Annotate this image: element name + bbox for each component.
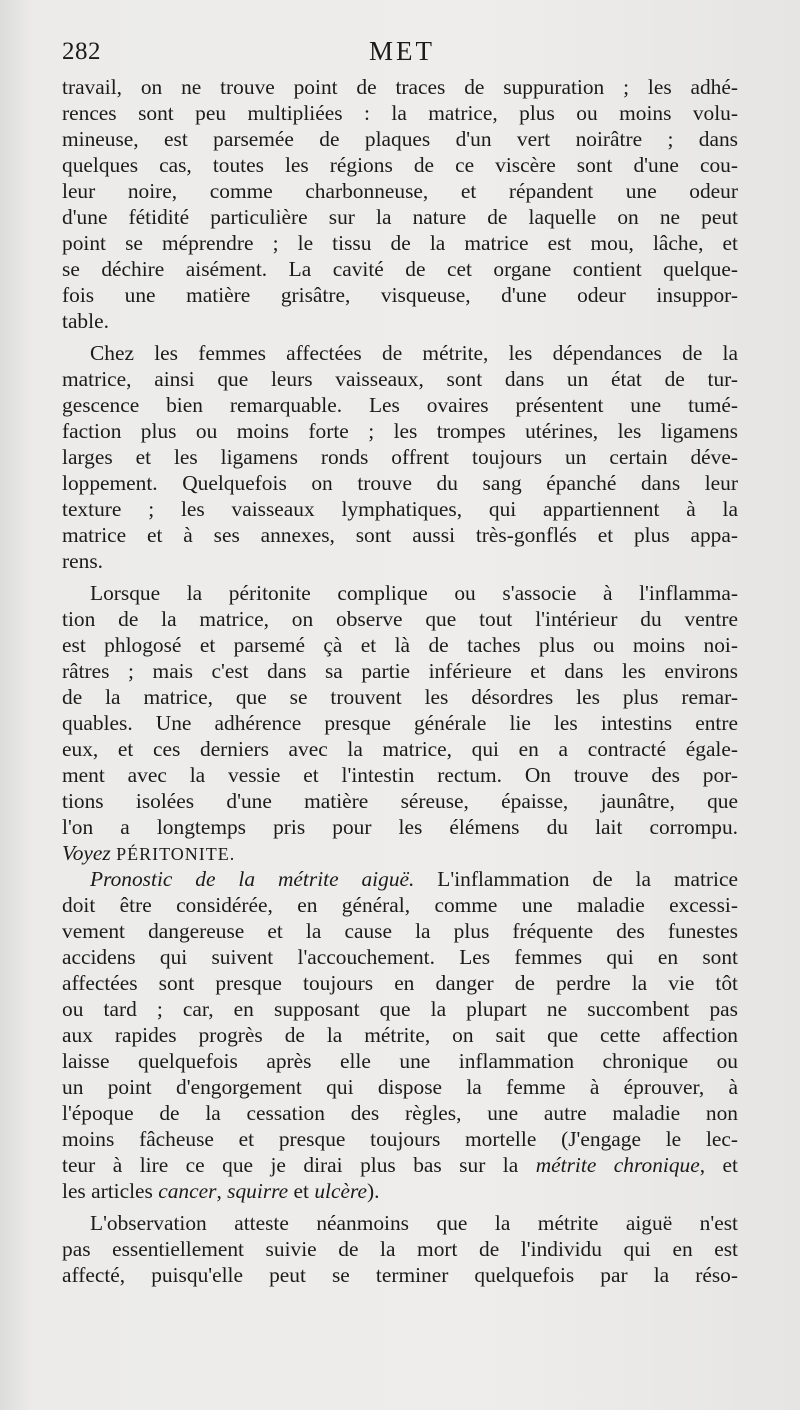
page-number: 282 <box>62 38 101 65</box>
text-line: quables. Une adhérence presque générale lie les intestins entre <box>62 711 738 735</box>
text-line: doit être considérée, en général, comme une maladie excessi- <box>62 893 738 917</box>
text-line: matrice et à ses annexes, sont aussi très-gonflés et plus appa- <box>62 523 738 547</box>
text-line: tion de la matrice, on observe que tout l'intérieur du ventre <box>62 607 738 631</box>
text-line: travail, on ne trouve point de traces de suppuration ; les adhé- <box>62 75 738 99</box>
text-line: pas essentiellement suivie de la mort de l'individu qui en est <box>62 1237 738 1261</box>
text-line: les articles cancer, squirre et ulcère). <box>62 1179 380 1203</box>
text-line: fois une matière grisâtre, visqueuse, d'une odeur insuppor- <box>62 283 738 307</box>
text-line: rences sont peu multipliées : la matrice, plus ou moins volu- <box>62 101 738 125</box>
text-line: tions isolées d'une matière séreuse, épaisse, jaunâtre, que <box>62 789 738 813</box>
paragraph-4 <box>62 866 738 1204</box>
text-line: faction plus ou moins forte ; les trompes utérines, les ligamens <box>62 419 738 443</box>
text-line: texture ; les vaisseaux lymphatiques, qui appartiennent à la <box>62 497 738 521</box>
text-line: de la matrice, que se trouvent les désordres les plus remar- <box>62 685 738 709</box>
text-line: loppement. Quelquefois on trouve du sang épanché dans leur <box>62 471 738 495</box>
text-line: vement dangereuse et la cause la plus fréquente des funestes <box>62 919 738 943</box>
body-text <box>62 74 738 1288</box>
text-line: râtres ; mais c'est dans sa partie inférieure et dans les environs <box>62 659 738 683</box>
text-line: table. <box>62 309 109 333</box>
text-line: affecté, puisqu'elle peut se terminer quelquefois par la réso- <box>62 1263 738 1287</box>
text-line: eux, et ces derniers avec la matrice, qui en a contracté égale- <box>62 737 738 761</box>
text-line: rens. <box>62 549 103 573</box>
text-line: point se méprendre ; le tissu de la matrice est mou, lâche, et <box>62 231 738 255</box>
page-header <box>62 36 742 70</box>
text-line: gescence bien remarquable. Les ovaires présentent une tumé- <box>62 393 738 417</box>
text-line: ment avec la vessie et l'intestin rectum. On trouve des por- <box>62 763 738 787</box>
text-line: se déchire aisément. La cavité de cet organe contient quelque- <box>62 257 738 281</box>
text-line: moins fâcheuse et presque toujours mortelle (J'engage le lec- <box>62 1127 738 1151</box>
paragraph-1 <box>62 74 738 334</box>
text-line: est phlogosé et parsemé çà et là de taches plus ou moins noi- <box>62 633 738 657</box>
cross-reference-line <box>62 840 738 866</box>
text-line: quelques cas, toutes les régions de ce viscère sont d'une cou- <box>62 153 738 177</box>
running-head: MET <box>369 36 435 66</box>
text-line: leur noire, comme charbonneuse, et répandent une odeur <box>62 179 738 203</box>
text-line: un point d'engorgement qui dispose la femme à éprouver, à <box>62 1075 738 1099</box>
text-line: Chez les femmes affectées de métrite, les dépendances de la <box>90 341 738 365</box>
text-line: affectées sont presque toujours en danger de perdre la vie tôt <box>62 971 738 995</box>
text-line: matrice, ainsi que leurs vaisseaux, sont dans un état de tur- <box>62 367 738 391</box>
paragraph-5 <box>62 1210 738 1288</box>
text-line: l'on a longtemps pris pour les élémens du lait corrompu. <box>62 815 738 839</box>
voyez-label: Voyez <box>62 841 111 865</box>
paragraph-2 <box>62 340 738 574</box>
cross-reference: PÉRITONITE. <box>116 844 236 864</box>
paragraph-3 <box>62 580 738 866</box>
text-line: mineuse, est parsemée de plaques d'un vert noirâtre ; dans <box>62 127 738 151</box>
text-line: accidens qui suivent l'accouchement. Les femmes qui en sont <box>62 945 738 969</box>
text-line: Pronostic de la métrite aiguë. L'inflammation de la matrice <box>90 867 738 891</box>
text-line: laisse quelquefois après elle une inflammation chronique ou <box>62 1049 738 1073</box>
text-line: teur à lire ce que je dirai plus bas sur la métrite chronique, et <box>62 1153 738 1177</box>
text-line: d'une fétidité particulière sur la nature de laquelle on ne peut <box>62 205 738 229</box>
text-line: l'époque de la cessation des règles, une autre maladie non <box>62 1101 738 1125</box>
section-heading: Pronostic de la métrite aiguë. <box>90 867 415 891</box>
text-line: Lorsque la péritonite complique ou s'associe à l'inflamma- <box>90 581 738 605</box>
text-line: L'observation atteste néanmoins que la métrite aiguë n'est <box>90 1211 738 1235</box>
text-line: ou tard ; car, en supposant que la plupart ne succombent pas <box>62 997 738 1021</box>
text-line: aux rapides progrès de la métrite, on sait que cette affection <box>62 1023 738 1047</box>
text-line: larges et les ligamens ronds offrent toujours un certain déve- <box>62 445 738 469</box>
